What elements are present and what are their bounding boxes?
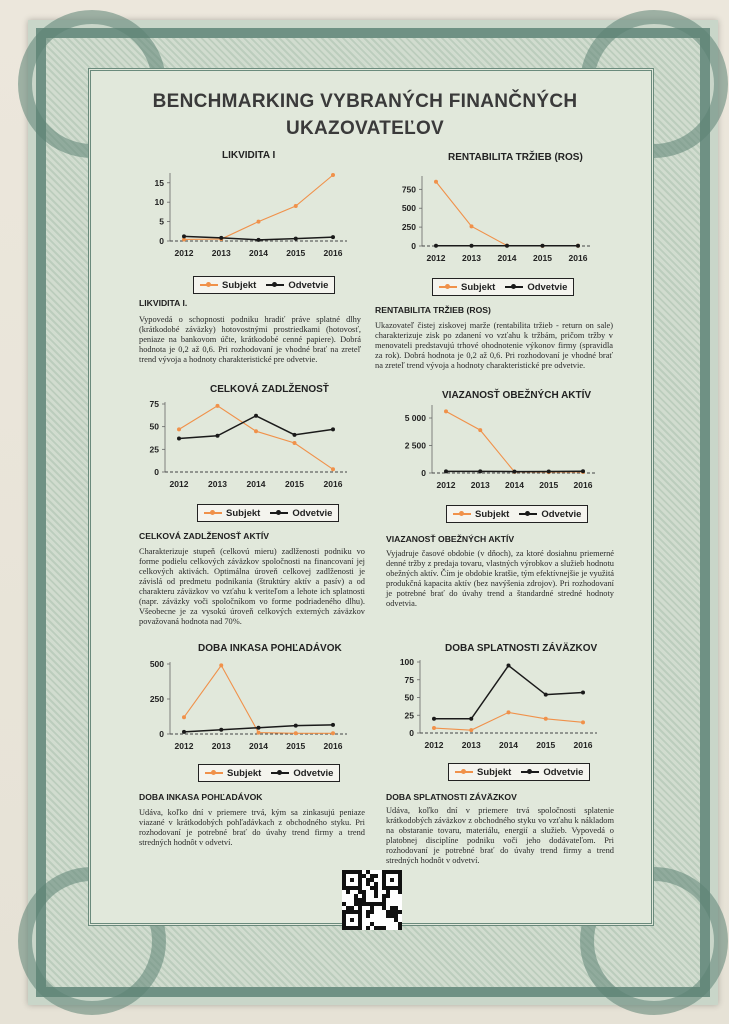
x-tick-label: 2016 bbox=[573, 740, 593, 750]
x-tick-label: 2015 bbox=[285, 479, 304, 489]
x-tick-label: 2014 bbox=[497, 253, 517, 263]
legend-item-subjekt bbox=[453, 509, 509, 520]
data-point-subjekt bbox=[331, 173, 335, 177]
legend-label-subjekt: Subjekt bbox=[226, 507, 261, 519]
section-heading-likvidita: LIKVIDITA I. bbox=[139, 298, 188, 308]
qr-module bbox=[350, 918, 354, 922]
qr-module bbox=[374, 894, 378, 898]
legend-label-subjekt: Subjekt bbox=[475, 508, 510, 520]
data-point-odvetvie bbox=[547, 469, 551, 473]
data-point-subjekt bbox=[219, 663, 223, 667]
data-point-odvetvie bbox=[505, 244, 509, 248]
y-tick-label: 5 000 bbox=[404, 413, 426, 423]
black-line-marker-icon bbox=[505, 286, 523, 288]
x-tick-label: 2012 bbox=[426, 253, 446, 263]
data-point-odvetvie bbox=[470, 244, 474, 248]
data-point-odvetvie bbox=[576, 244, 580, 248]
y-tick-label: 100 bbox=[399, 657, 414, 667]
y-tick-label: 75 bbox=[149, 399, 159, 409]
y-tick-label: 0 bbox=[411, 241, 416, 251]
legend-item-subjekt bbox=[455, 767, 511, 778]
x-tick-label: 2015 bbox=[536, 740, 556, 750]
data-point-odvetvie bbox=[581, 469, 585, 473]
legend-zadlzenost bbox=[197, 504, 339, 522]
x-tick-label: 2013 bbox=[461, 740, 481, 750]
data-point-subjekt bbox=[331, 467, 335, 471]
x-tick-label: 2015 bbox=[286, 741, 306, 751]
legend-label-subjekt: Subjekt bbox=[477, 766, 512, 778]
x-tick-label: 2014 bbox=[246, 479, 266, 489]
y-tick-label: 0 bbox=[409, 728, 414, 738]
orange-line-marker-icon bbox=[204, 512, 222, 514]
data-point-subjekt bbox=[478, 428, 482, 432]
legend-item-odvetvie bbox=[519, 509, 581, 520]
x-tick-label: 2016 bbox=[323, 248, 343, 258]
y-tick-label: 250 bbox=[401, 222, 416, 233]
data-point-odvetvie bbox=[507, 664, 511, 668]
chart-title-inkaso: DOBA INKASA POHĽADÁVOK bbox=[198, 643, 342, 654]
y-tick-label: 750 bbox=[401, 184, 416, 195]
section-heading-viazanost: VIAZANOSŤ OBEŽNÝCH AKTÍV bbox=[386, 534, 515, 544]
x-tick-label: 2012 bbox=[174, 741, 194, 751]
x-tick-label: 2014 bbox=[499, 740, 518, 750]
data-point-odvetvie bbox=[444, 469, 448, 473]
y-tick-label: 50 bbox=[404, 692, 414, 703]
data-point-odvetvie bbox=[434, 244, 438, 248]
data-point-odvetvie bbox=[513, 470, 517, 474]
data-point-odvetvie bbox=[544, 693, 548, 697]
black-line-marker-icon bbox=[271, 772, 289, 774]
y-tick-label: 50 bbox=[149, 421, 159, 432]
data-point-odvetvie bbox=[294, 237, 298, 241]
series-line-odvetvie bbox=[179, 416, 333, 439]
data-point-subjekt bbox=[216, 404, 220, 408]
title-line-2: UKAZOVATEĽOV bbox=[285, 118, 445, 139]
qr-module bbox=[386, 894, 390, 898]
data-point-subjekt bbox=[254, 429, 258, 433]
chart-ros bbox=[382, 168, 612, 278]
chart-title-ros: RENTABILITA TRŽIEB (ROS) bbox=[448, 152, 583, 163]
legend-label-subjekt: Subjekt bbox=[222, 279, 257, 291]
data-point-subjekt bbox=[257, 220, 261, 224]
series-line-subjekt bbox=[434, 712, 583, 730]
legend-label-subjekt: Subjekt bbox=[461, 281, 496, 293]
legend-likvidita bbox=[193, 276, 335, 294]
data-point-subjekt bbox=[507, 710, 511, 714]
qr-module bbox=[398, 890, 402, 894]
black-line-marker-icon bbox=[519, 513, 537, 515]
x-tick-label: 2013 bbox=[211, 741, 231, 751]
qr-module bbox=[346, 890, 350, 894]
section-heading-zadlzenost: CELKOVÁ ZADLŽENOSŤ AKTÍV bbox=[139, 531, 270, 541]
legend-item-odvetvie bbox=[270, 508, 332, 519]
legend-label-odvetvie: Odvetvie bbox=[527, 281, 568, 293]
x-tick-label: 2015 bbox=[533, 253, 552, 263]
data-point-subjekt bbox=[177, 427, 181, 431]
qr-module bbox=[350, 878, 354, 882]
data-point-subjekt bbox=[432, 726, 436, 730]
data-point-subjekt bbox=[581, 720, 585, 724]
data-point-subjekt bbox=[544, 717, 548, 721]
data-point-odvetvie bbox=[541, 244, 545, 248]
section-text-ros: Ukazovateľ čistej ziskovej marže (rentabilita tržieb - return on sale) charakterizuje zisk po zdanení vo vzťahu k tržbám, pričom tržby v menovateli predstavujú trhové ohodnotenie výkonov firmy (spravidla za rok). Dobrá hodnota je 0,2 až 0,6. Pri rozhodovaní je vhodné brať na zreteľ trend vývoja a hodnoty charakteristické pre odvetvie. bbox=[375, 321, 613, 370]
data-point-odvetvie bbox=[469, 717, 473, 721]
data-point-odvetvie bbox=[254, 414, 258, 418]
data-point-odvetvie bbox=[293, 433, 297, 437]
series-line-subjekt bbox=[184, 175, 333, 239]
black-line-marker-icon bbox=[266, 284, 284, 286]
black-line-marker-icon bbox=[270, 512, 288, 514]
legend-label-odvetvie: Odvetvie bbox=[292, 507, 333, 519]
data-point-odvetvie bbox=[478, 469, 482, 473]
qr-module bbox=[398, 926, 402, 930]
x-tick-label: 2016 bbox=[323, 741, 343, 751]
data-point-odvetvie bbox=[182, 234, 186, 238]
qr-module bbox=[370, 910, 374, 914]
y-tick-label: 10 bbox=[154, 197, 164, 208]
data-point-subjekt bbox=[470, 224, 474, 228]
section-text-splatnost: Udáva, koľko dní v priemere trvá spoločnosti splatenie krátkodobých záväzkov z obchodného styku vo vzťahu k nákladom na obstaranie tovaru, materiálu, energií a služieb. Vypovedá o platobnej disciplíne podniku voči jeho dodávateľom. Pri rozhodovaní je potrebné brať do úvahy trend firmy a trend stredných hodnôt v odvetví. bbox=[386, 806, 614, 865]
legend-splatnost bbox=[448, 763, 590, 781]
orange-line-marker-icon bbox=[455, 771, 473, 773]
x-tick-label: 2013 bbox=[211, 248, 231, 258]
x-tick-label: 2016 bbox=[323, 479, 343, 489]
legend-label-odvetvie: Odvetvie bbox=[288, 279, 329, 291]
data-point-odvetvie bbox=[182, 730, 186, 734]
orange-line-marker-icon bbox=[205, 772, 223, 774]
section-text-viazanost: Vyjadruje časové obdobie (v dňoch), za ktoré dosiahnu priemerné denné tržby z predaja tovaru, vlastných výrobkov a služieb hodnotu obežných aktív. Čím je obdobie kratšie, tým efektívnejšie je využitá produkčná kapacita aktív (bez navýšenia zdrojov). Pri rozhodovaní je potrebné brať do úvahy trend a štandardné stredné hodnoty odvetvia. bbox=[386, 549, 614, 608]
legend-item-odvetvie bbox=[266, 280, 328, 291]
legend-ros bbox=[432, 278, 574, 296]
y-tick-label: 15 bbox=[154, 177, 164, 188]
data-point-subjekt bbox=[469, 728, 473, 732]
chart-title-viazanost: VIAZANOSŤ OBEŽNÝCH AKTÍV bbox=[442, 390, 592, 401]
data-point-subjekt bbox=[434, 180, 438, 184]
data-point-odvetvie bbox=[257, 238, 261, 242]
data-point-odvetvie bbox=[294, 724, 298, 728]
y-tick-label: 0 bbox=[421, 468, 426, 478]
title-line-1: BENCHMARKING VYBRANÝCH FINANČNÝCH bbox=[152, 91, 578, 112]
orange-line-marker-icon bbox=[439, 286, 457, 288]
y-tick-label: 0 bbox=[154, 467, 159, 477]
data-point-odvetvie bbox=[219, 728, 223, 732]
x-tick-label: 2012 bbox=[424, 740, 444, 750]
legend-item-subjekt bbox=[200, 280, 256, 291]
qr-module bbox=[366, 926, 370, 930]
chart-splatnost bbox=[382, 656, 612, 756]
data-point-subjekt bbox=[257, 731, 261, 735]
qr-module bbox=[366, 914, 370, 918]
data-point-odvetvie bbox=[331, 427, 335, 431]
data-point-odvetvie bbox=[257, 726, 261, 730]
x-tick-label: 2013 bbox=[470, 480, 490, 490]
orange-line-marker-icon bbox=[200, 284, 218, 286]
qr-module bbox=[382, 926, 386, 930]
x-tick-label: 2013 bbox=[462, 253, 481, 263]
section-text-inkaso: Udáva, koľko dní v priemere trvá, kým sa zinkasujú peniaze viazané v krátkodobých pohľadávkach z obchodného styku. Pri rozhodovaní je potrebné brať do úvahy trend firmy a trend stredných hodnôt v odvetví. bbox=[139, 808, 365, 847]
chart-inkaso bbox=[135, 656, 365, 756]
data-point-subjekt bbox=[293, 441, 297, 445]
x-tick-label: 2012 bbox=[436, 480, 456, 490]
x-tick-label: 2016 bbox=[568, 253, 588, 263]
legend-inkaso bbox=[198, 764, 340, 782]
black-line-marker-icon bbox=[521, 771, 539, 773]
qr-module bbox=[398, 910, 402, 914]
legend-label-subjekt: Subjekt bbox=[227, 767, 262, 779]
x-tick-label: 2015 bbox=[539, 480, 559, 490]
legend-label-odvetvie: Odvetvie bbox=[293, 767, 334, 779]
data-point-odvetvie bbox=[432, 717, 436, 721]
chart-title-likvidita: LIKVIDITA I bbox=[222, 150, 276, 161]
x-tick-label: 2012 bbox=[174, 248, 194, 258]
poster-sheet bbox=[28, 20, 718, 1005]
data-point-odvetvie bbox=[581, 691, 585, 695]
section-heading-inkaso: DOBA INKASA POHĽADÁVOK bbox=[139, 792, 263, 802]
legend-item-subjekt bbox=[439, 282, 495, 293]
x-tick-label: 2013 bbox=[208, 479, 227, 489]
x-tick-label: 2014 bbox=[505, 480, 524, 490]
y-tick-label: 5 bbox=[159, 216, 164, 227]
chart-likvidita bbox=[135, 165, 365, 275]
data-point-odvetvie bbox=[219, 236, 223, 240]
legend-viazanost bbox=[446, 505, 588, 523]
qr-module bbox=[390, 878, 394, 882]
x-tick-label: 2014 bbox=[249, 248, 268, 258]
x-tick-label: 2012 bbox=[169, 479, 189, 489]
data-point-odvetvie bbox=[331, 723, 335, 727]
data-point-subjekt bbox=[294, 204, 298, 208]
poster-title bbox=[140, 88, 590, 142]
y-tick-label: 75 bbox=[404, 674, 414, 685]
section-text-likvidita: Vypovedá o schopnosti podniku hradiť práve splatné dlhy (krátkodobé záväzky) hotovostnými prostriedkami (hotovosť, peniaze na bankovom účte, krátkodobé cenné papiere). Dobrá hodnota je 0,2 až 0,6. Pri rozhodovaní je vhodné brať na zreteľ trend vývoja a hodnoty charakteristické pre odvetvie. bbox=[139, 315, 361, 364]
y-tick-label: 25 bbox=[149, 444, 159, 455]
qr-code-icon[interactable] bbox=[342, 870, 402, 930]
legend-item-odvetvie bbox=[521, 767, 583, 778]
y-tick-label: 2 500 bbox=[404, 440, 426, 451]
y-tick-label: 25 bbox=[404, 710, 414, 721]
x-tick-label: 2015 bbox=[286, 248, 306, 258]
legend-label-odvetvie: Odvetvie bbox=[541, 508, 582, 520]
data-point-subjekt bbox=[444, 409, 448, 413]
legend-item-subjekt bbox=[204, 508, 260, 519]
data-point-odvetvie bbox=[216, 434, 220, 438]
x-tick-label: 2016 bbox=[573, 480, 593, 490]
series-line-subjekt bbox=[446, 411, 583, 472]
qr-module bbox=[374, 874, 378, 878]
legend-label-odvetvie: Odvetvie bbox=[543, 766, 584, 778]
series-line-subjekt bbox=[184, 665, 333, 733]
chart-title-zadlzenost: CELKOVÁ ZADLŽENOSŤ bbox=[210, 384, 329, 395]
y-tick-label: 0 bbox=[159, 729, 164, 739]
y-tick-label: 500 bbox=[401, 203, 416, 214]
data-point-subjekt bbox=[331, 731, 335, 735]
legend-item-subjekt bbox=[205, 768, 261, 779]
data-point-subjekt bbox=[294, 731, 298, 735]
chart-zadlzenost bbox=[135, 398, 365, 498]
qr-module bbox=[358, 926, 362, 930]
y-tick-label: 250 bbox=[149, 694, 164, 704]
chart-viazanost bbox=[382, 403, 612, 503]
data-point-odvetvie bbox=[331, 235, 335, 239]
y-tick-label: 500 bbox=[149, 659, 164, 669]
legend-item-odvetvie bbox=[271, 768, 333, 779]
series-line-subjekt bbox=[436, 182, 578, 246]
section-heading-ros: RENTABILITA TRŽIEB (ROS) bbox=[375, 305, 491, 315]
section-text-zadlzenost: Charakterizuje stupeň (celkovú mieru) zadlženosti podniku vo forme podielu celkových záväzkov spoločnosti na financovaní jej celkových aktivách. Optimálna úroveň celkovej zadlženosti je závislá od predmetu podnikania (štruktúry aktív a pasív) a od charakteru záväzkov vo vzťahu k veriteľom a lehote ich splatnosti (napr. záväzky voči spoločníkom vo forme podriadeného dlhu). Všeobecne je za vysokú úroveň celkových externých záväzkov považovaná hodnota nad 70%. bbox=[139, 547, 365, 626]
orange-line-marker-icon bbox=[453, 513, 471, 515]
data-point-subjekt bbox=[182, 715, 186, 719]
y-tick-label: 0 bbox=[159, 236, 164, 246]
legend-item-odvetvie bbox=[505, 282, 567, 293]
section-heading-splatnost: DOBA SPLATNOSTI ZÁVÄZKOV bbox=[386, 792, 517, 802]
x-tick-label: 2014 bbox=[249, 741, 268, 751]
chart-title-splatnost: DOBA SPLATNOSTI ZÁVÄZKOV bbox=[445, 643, 598, 654]
data-point-odvetvie bbox=[177, 436, 181, 440]
